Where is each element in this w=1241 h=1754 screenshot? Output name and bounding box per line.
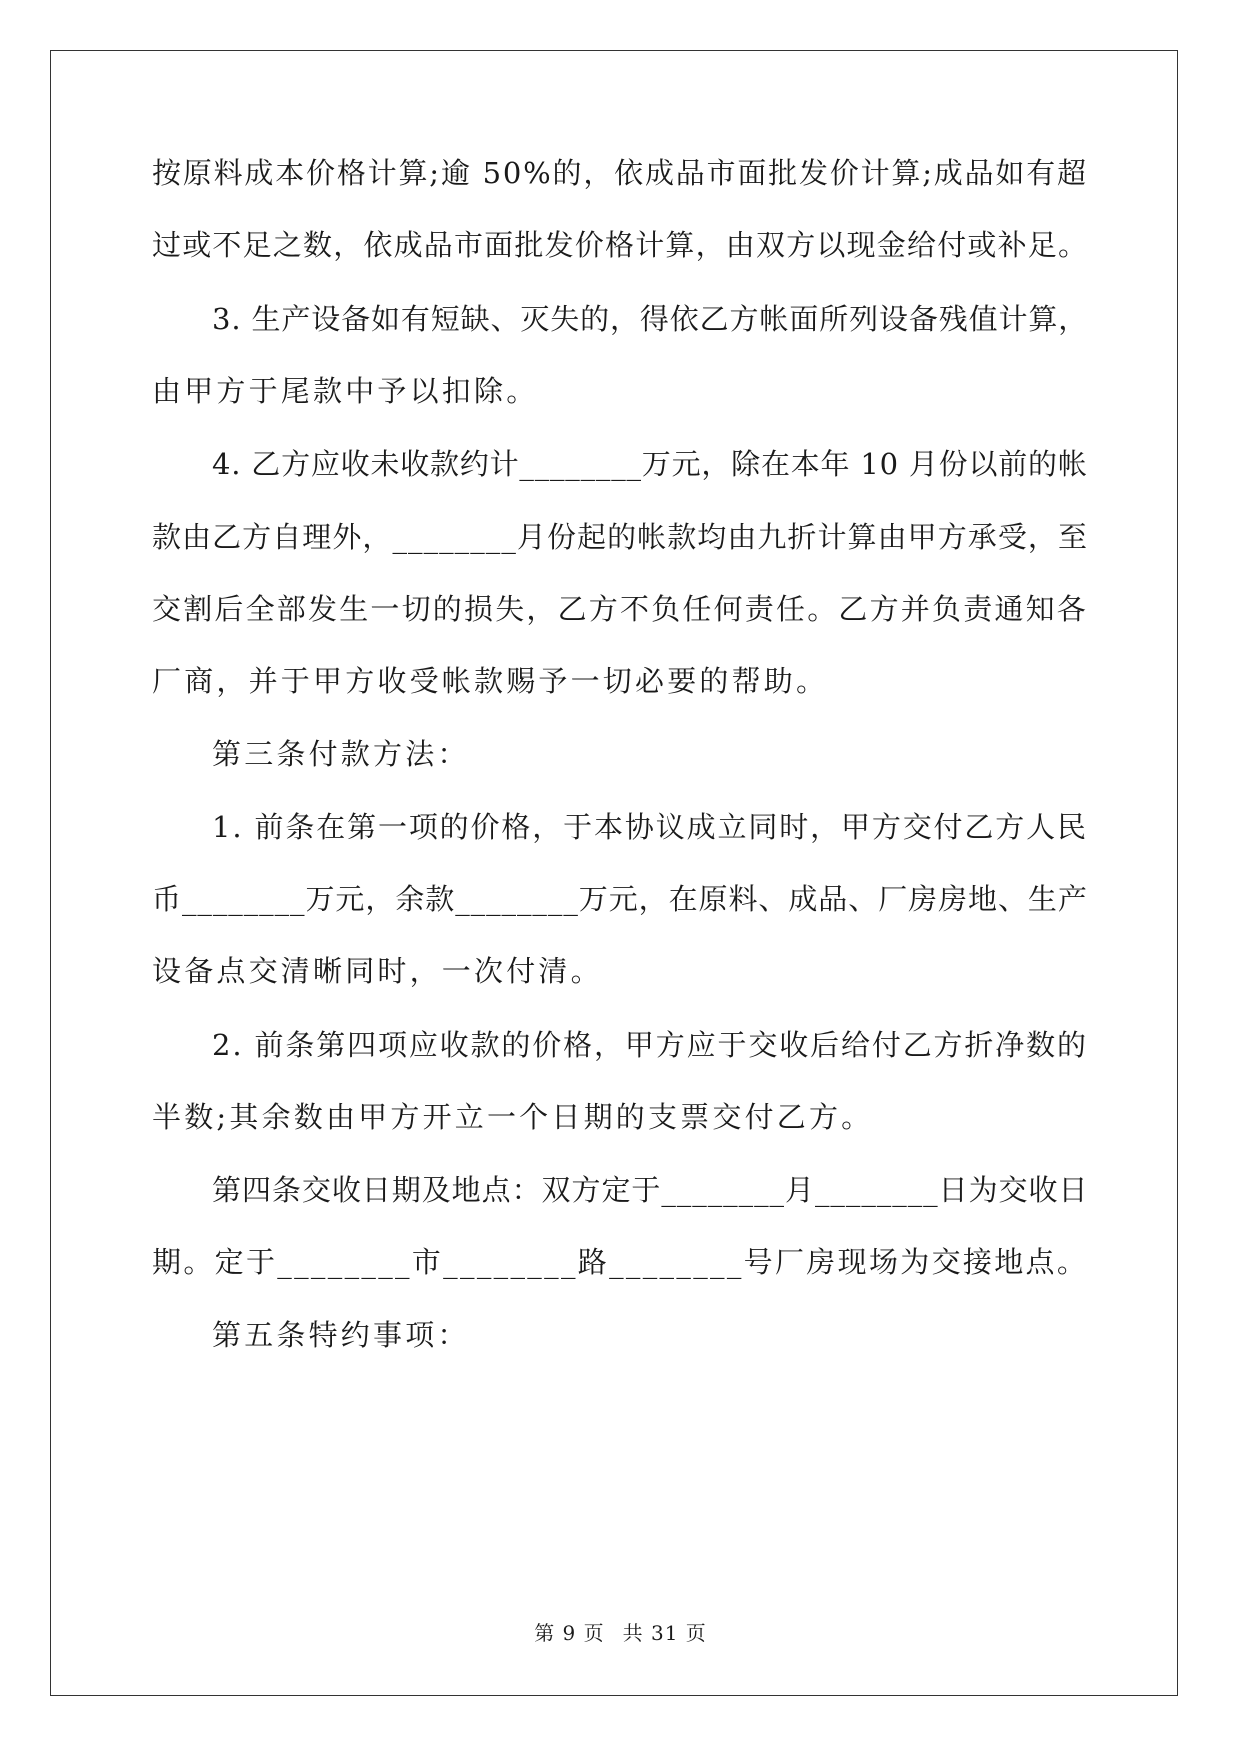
text-line: 厂商，并于甲方收受帐款赐予一切必要的帮助。 bbox=[152, 664, 829, 698]
section-heading: 第三条付款方法： bbox=[212, 737, 470, 771]
text-line: 4. 乙方应收未收款约计________万元，除在本年 10 月份以前的帐 bbox=[212, 447, 1088, 481]
page-number: 第 9 页 bbox=[534, 1621, 605, 1645]
text-line: 币________万元，余款________万元，在原料、成品、厂房房地、生产 bbox=[152, 882, 1088, 916]
text-line: 过或不足之数，依成品市面批发价格计算，由双方以现金给付或补足。 bbox=[152, 228, 1089, 262]
text-line: 3. 生产设备如有短缺、灭失的，得依乙方帐面所列设备残值计算， bbox=[212, 302, 1089, 336]
page-border bbox=[50, 50, 1178, 1696]
section-heading: 第五条特约事项： bbox=[212, 1318, 470, 1352]
page-total: 共 31 页 bbox=[622, 1621, 707, 1645]
text-line: 按原料成本价格计算;逾 50%的，依成品市面批发价计算;成品如有超 bbox=[152, 156, 1088, 190]
page-footer bbox=[0, 1619, 1241, 1647]
text-line: 款由乙方自理外，________月份起的帐款均由九折计算由甲方承受，至 bbox=[152, 520, 1089, 554]
text-line: 由甲方于尾款中予以扣除。 bbox=[152, 374, 539, 408]
text-line: 第四条交收日期及地点：双方定于________月________日为交收日 bbox=[212, 1173, 1089, 1207]
text-line: 设备点交清晰同时，一次付清。 bbox=[152, 954, 603, 988]
text-line: 期。定于________市________路________号厂房现场为交接地点。 bbox=[152, 1245, 1089, 1279]
text-line: 交割后全部发生一切的损失，乙方不负任何责任。乙方并负责通知各 bbox=[152, 592, 1089, 626]
text-line: 2. 前条第四项应收款的价格，甲方应于交收后给付乙方折净数的 bbox=[212, 1028, 1088, 1062]
text-line: 1. 前条在第一项的价格，于本协议成立同时，甲方交付乙方人民 bbox=[212, 810, 1088, 844]
text-line: 半数;其余数由甲方开立一个日期的支票交付乙方。 bbox=[152, 1100, 874, 1134]
